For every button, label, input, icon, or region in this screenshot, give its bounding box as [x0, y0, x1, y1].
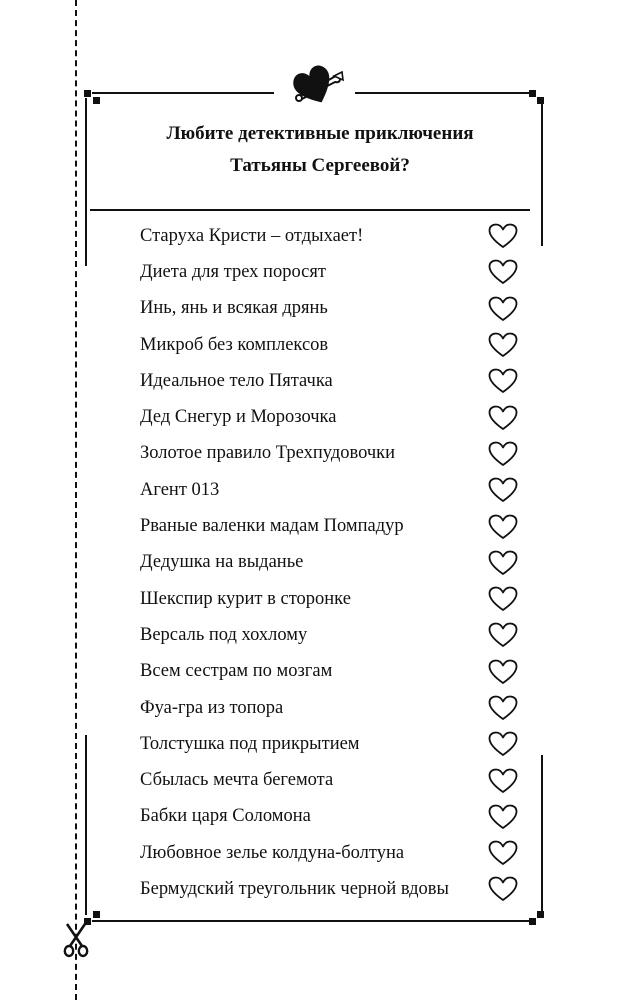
book-item	[140, 762, 520, 798]
frame-top-right	[355, 92, 535, 94]
book-title: Диета для трех поросят	[140, 261, 326, 282]
book-title: Рваные валенки мадам Помпадур	[140, 516, 404, 537]
corner-dot	[537, 911, 544, 918]
heart-outline-icon[interactable]	[488, 767, 520, 795]
corner-dot	[84, 918, 91, 925]
heart-outline-icon[interactable]	[488, 694, 520, 722]
corner-dot	[529, 918, 536, 925]
book-title: Дедушка на выданье	[140, 552, 304, 573]
heart-outline-icon[interactable]	[488, 513, 520, 541]
book-item	[140, 835, 520, 871]
book-title: Инь, янь и всякая дрянь	[140, 298, 328, 319]
book-title: Шекспир курит в сторонке	[140, 588, 351, 609]
book-title: Версаль под хохлому	[140, 624, 308, 645]
cut-line	[75, 0, 77, 1000]
book-item	[140, 581, 520, 617]
book-item	[140, 545, 520, 581]
book-title: Всем сестрам по мозгам	[140, 661, 333, 682]
book-item	[140, 726, 520, 762]
book-title: Дед Снегур и Морозочка	[140, 407, 337, 428]
heart-outline-icon[interactable]	[488, 549, 520, 577]
heart-outline-icon[interactable]	[488, 621, 520, 649]
heart-outline-icon[interactable]	[488, 585, 520, 613]
book-item	[140, 327, 520, 363]
book-title: Агент 013	[140, 479, 220, 500]
corner-dot	[93, 911, 100, 918]
heart-outline-icon[interactable]	[488, 258, 520, 286]
title-line-2: Татьяны Сергеевой?	[230, 155, 410, 176]
heart-outline-icon[interactable]	[488, 839, 520, 867]
heart-outline-icon[interactable]	[488, 331, 520, 359]
scissors-icon	[62, 922, 90, 958]
book-title: Идеальное тело Пятачка	[140, 370, 333, 391]
book-item	[140, 617, 520, 653]
corner-dot	[537, 97, 544, 104]
book-item	[140, 218, 520, 254]
heart-outline-icon[interactable]	[488, 222, 520, 250]
book-item	[140, 799, 520, 835]
book-item	[140, 363, 520, 399]
book-title: Старуха Кристи – отдыхает!	[140, 225, 364, 246]
corner-dot	[84, 90, 91, 97]
heart-outline-icon[interactable]	[488, 803, 520, 831]
heart-outline-icon[interactable]	[488, 476, 520, 504]
frame-right-bottom	[541, 755, 543, 915]
page-title	[110, 118, 530, 182]
book-title: Бермудский треугольник черной вдовы	[140, 878, 449, 899]
heart-outline-icon[interactable]	[488, 658, 520, 686]
book-item	[140, 690, 520, 726]
frame-bottom	[92, 920, 535, 922]
book-item	[140, 871, 520, 907]
heart-with-safety-pin-icon	[288, 60, 348, 108]
frame-right-top	[541, 98, 543, 246]
book-title: Бабки царя Соломона	[140, 806, 311, 827]
frame-top-left	[92, 92, 274, 94]
corner-dot	[529, 90, 536, 97]
book-title: Микроб без комплексов	[140, 334, 329, 355]
heart-outline-icon[interactable]	[488, 404, 520, 432]
book-title: Фуа-гра из топора	[140, 697, 284, 718]
book-title: Толстушка под прикрытием	[140, 733, 360, 754]
heart-outline-icon[interactable]	[488, 295, 520, 323]
corner-dot	[93, 97, 100, 104]
book-item	[140, 654, 520, 690]
heart-outline-icon[interactable]	[488, 367, 520, 395]
book-item	[140, 254, 520, 290]
book-item	[140, 508, 520, 544]
title-divider	[90, 209, 530, 211]
book-title: Любовное зелье колдуна-болтуна	[140, 842, 405, 863]
book-item	[140, 399, 520, 435]
book-item	[140, 436, 520, 472]
book-title: Сбылась мечта бегемота	[140, 770, 334, 791]
book-item	[140, 291, 520, 327]
book-item	[140, 472, 520, 508]
book-checklist	[140, 218, 520, 908]
frame-left-bottom	[85, 735, 87, 915]
heart-outline-icon[interactable]	[488, 875, 520, 903]
book-title: Золотое правило Трехпудовочки	[140, 443, 396, 464]
heart-outline-icon[interactable]	[488, 440, 520, 468]
heart-outline-icon[interactable]	[488, 730, 520, 758]
title-line-1: Любите детективные приключения	[166, 123, 474, 144]
frame-left-top	[85, 98, 87, 266]
